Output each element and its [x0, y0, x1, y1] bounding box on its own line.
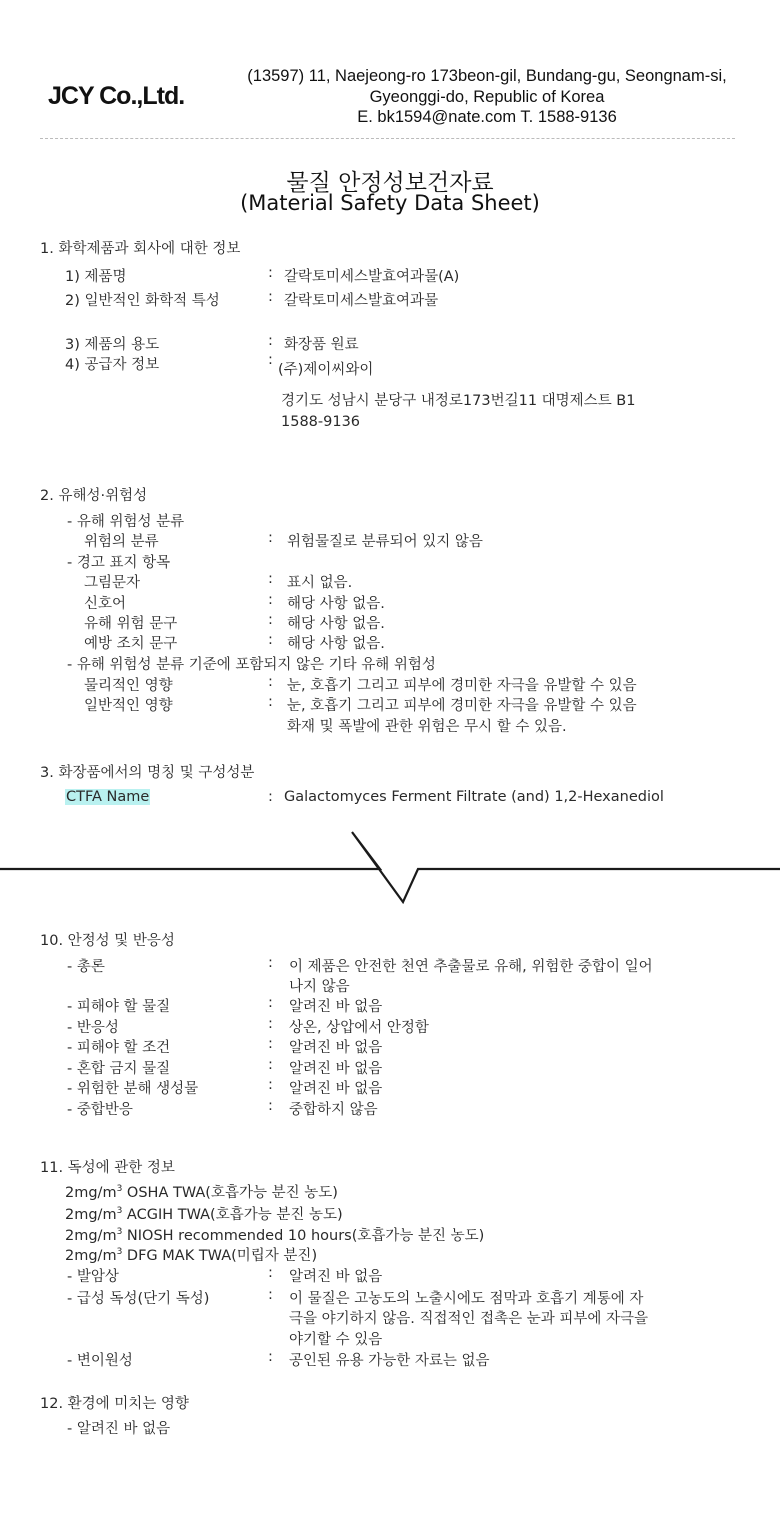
s1-label-chemical-property: 2) 일반적인 화학적 특성: [65, 293, 220, 309]
s10-label-avoid-conditions: - 피해야 할 조건: [67, 1040, 171, 1056]
colon: :: [268, 265, 273, 281]
s1-value-product-name: 갈락토미세스발효여과물(A): [284, 269, 460, 285]
s2-label-physical-effect: 물리적인 영향: [84, 678, 173, 694]
section10-heading: 10. 안정성 및 반응성: [40, 933, 175, 949]
s1-value-supplier: (주)제이씨와이: [278, 362, 374, 378]
colon: :: [268, 1016, 273, 1032]
s11-limit-acgih: $2mg/m^3$ ACGIH TWA(호흡가능 분진 농도): [65, 1206, 343, 1223]
colon: :: [268, 955, 273, 971]
s10-label-incompatible: - 혼합 금지 물질: [67, 1061, 171, 1077]
section3-heading: 3. 화장품에서의 명칭 및 구성성분: [40, 765, 255, 781]
section1-heading: 1. 화학제품과 회사에 대한 정보: [40, 241, 241, 257]
s10-value-avoid-materials: 알려진 바 없음: [289, 999, 383, 1015]
s11-limit-niosh: $2mg/m^3$ NIOSH recommended 10 hours(호흡가능 분진 농도): [65, 1227, 485, 1244]
s11-value-acute-line1: 이 물질은 고농도의 노출시에도 점막과 호흡기 계통에 자: [289, 1291, 644, 1307]
colon: :: [268, 995, 273, 1011]
colon: :: [268, 1287, 273, 1303]
s11-label-carcinogenicity: - 발암상: [67, 1269, 119, 1285]
document-title-english: (Material Safety Data Sheet): [240, 191, 540, 215]
ctfa-name-highlight: CTFA Name: [66, 789, 150, 805]
s2-value-physical-effect: 눈, 호흡기 그리고 피부에 경미한 자극을 유발할 수 있음: [287, 678, 637, 694]
s10-value-polymerization: 중합하지 않음: [289, 1102, 378, 1118]
s10-label-reactivity: - 반응성: [67, 1020, 119, 1036]
colon: :: [268, 674, 273, 690]
s2-value-precaution: 해당 사항 없음.: [287, 636, 385, 652]
s1-label-product-name: 1) 제품명: [65, 269, 127, 285]
s2-sub-hazard-classification: - 유해 위험성 분류: [67, 514, 185, 530]
section12-heading: 12. 환경에 미치는 영향: [40, 1396, 189, 1412]
s10-value-reactivity: 상온, 상압에서 안정함: [289, 1020, 429, 1036]
s1-label-usage: 3) 제품의 용도: [65, 337, 160, 353]
colon: :: [268, 1077, 273, 1093]
company-address-line2: Gyeonggi-do, Republic of Korea: [369, 88, 605, 106]
s10-label-avoid-materials: - 피해야 할 물질: [67, 999, 171, 1015]
s3-value-ctfa-name: Galactomyces Ferment Filtrate (and) 1,2-Hexanediol: [284, 789, 664, 805]
s12-item: - 알려진 바 없음: [67, 1421, 171, 1437]
s11-label-mutagenicity: - 변이원성: [67, 1353, 133, 1369]
s1-label-supplier: 4) 공급자 정보: [65, 357, 160, 373]
colon: :: [268, 632, 273, 648]
s11-value-mutagenicity: 공인된 유용 가능한 자료는 없음: [289, 1353, 490, 1369]
s10-label-decomposition: - 위험한 분해 생성물: [67, 1081, 199, 1097]
s10-value-general: 이 제품은 안전한 천연 추출물로 유해, 위험한 중합이 일어: [289, 959, 653, 975]
company-address-line1: (13597) 11, Naejeong-ro 173beon-gil, Bundang-gu, Seongnam-si,: [247, 67, 727, 85]
header-divider: [40, 138, 735, 139]
s1-supplier-address: 경기도 성남시 분당구 내정로173번길11 대명제스트 B1: [281, 393, 636, 409]
s2-label-signal-word: 신호어: [84, 596, 127, 612]
s11-value-carcinogenicity: 알려진 바 없음: [289, 1269, 383, 1285]
s10-value-general-cont: 나지 않음: [289, 979, 350, 995]
s2-value-hazard-statement: 해당 사항 없음.: [287, 616, 385, 632]
s1-value-chemical-property: 갈락토미세스발효여과물: [284, 293, 439, 309]
colon: :: [268, 571, 273, 587]
colon: :: [268, 1057, 273, 1073]
colon: :: [268, 1265, 273, 1281]
s2-label-pictogram: 그림문자: [84, 575, 141, 591]
s1-supplier-phone: 1588-9136: [281, 414, 361, 430]
s2-label-hazard-statement: 유해 위험 문구: [84, 616, 178, 632]
s10-label-polymerization: - 중합반응: [67, 1102, 133, 1118]
s2-value-pictogram: 표시 없음.: [287, 575, 353, 591]
colon: :: [268, 592, 273, 608]
colon: :: [268, 530, 273, 546]
s11-value-acute-line2: 극을 야기하지 않음. 직접적인 접촉은 눈과 피부에 자극을: [289, 1311, 649, 1327]
document-title-korean: 물질 안정성보건자료: [286, 170, 494, 196]
s2-value-signal-word: 해당 사항 없음.: [287, 596, 385, 612]
s1-value-usage: 화장품 원료: [284, 337, 359, 353]
section11-heading: 11. 독성에 관한 정보: [40, 1160, 175, 1176]
colon: :: [268, 1098, 273, 1114]
s10-value-avoid-conditions: 알려진 바 없음: [289, 1040, 383, 1056]
s2-label-general-effect: 일반적인 영향: [84, 698, 173, 714]
s11-label-acute-toxicity: - 급성 독성(단기 독성): [67, 1291, 210, 1307]
s2-label-risk-class: 위험의 분류: [84, 534, 159, 550]
s2-sub-other-hazards: - 유해 위험성 분류 기준에 포함되지 않은 기타 유해 위험성: [67, 657, 436, 673]
company-contact: E. bk1594@nate.com T. 1588-9136: [357, 108, 617, 126]
s3-label-ctfa-name: [65, 789, 150, 805]
s2-value-risk-class: 위험물질로 분류되어 있지 않음: [287, 534, 483, 550]
company-logo: JCY Co.,Ltd.: [48, 82, 185, 110]
colon: :: [268, 333, 273, 349]
colon: :: [268, 789, 273, 805]
s2-value-general-effect: 눈, 호흡기 그리고 피부에 경미한 자극을 유발할 수 있음: [287, 698, 637, 714]
colon: :: [268, 1349, 273, 1365]
s10-value-incompatible: 알려진 바 없음: [289, 1061, 383, 1077]
s2-value-fire-explosion: 화재 및 폭발에 관한 위험은 무시 할 수 있음.: [287, 719, 567, 735]
s2-sub-warning-labels: - 경고 표지 항목: [67, 555, 171, 571]
colon: :: [268, 694, 273, 710]
s10-label-general: - 총론: [67, 959, 105, 975]
colon: :: [268, 289, 273, 305]
s2-label-precaution: 예방 조치 문구: [84, 636, 178, 652]
colon: :: [268, 1036, 273, 1052]
s11-value-acute-line3: 야기할 수 있음: [289, 1332, 383, 1348]
s11-limit-osha: $2mg/m^3$ OSHA TWA(호흡가능 분진 농도): [65, 1184, 338, 1201]
s11-limit-dfg: $2mg/m^3$ DFG MAK TWA(미립자 분진): [65, 1247, 318, 1264]
section-break-line: [0, 830, 780, 904]
s10-value-decomposition: 알려진 바 없음: [289, 1081, 383, 1097]
colon: :: [268, 352, 273, 368]
colon: :: [268, 612, 273, 628]
section2-heading: 2. 유해성·위험성: [40, 488, 148, 504]
